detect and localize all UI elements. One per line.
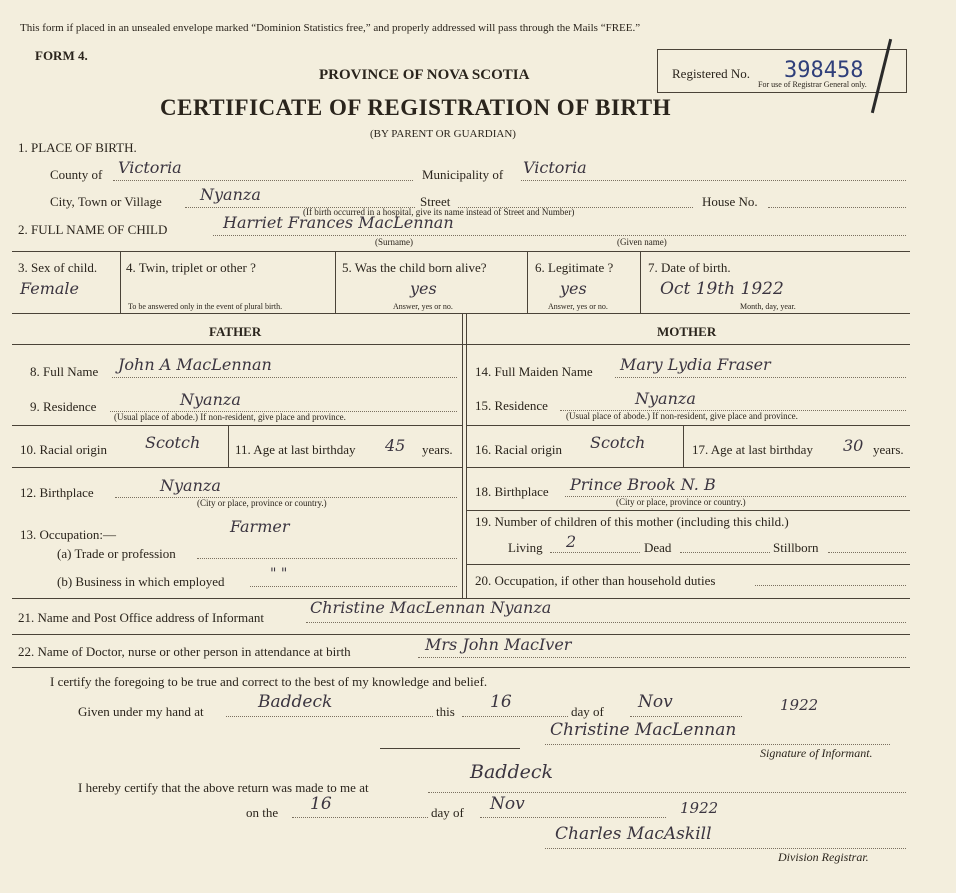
child-name-label: 2. FULL NAME OF CHILD	[18, 222, 168, 237]
twin-label: 4. Twin, triplet or other ?	[126, 260, 256, 275]
alive-note: Answer, yes or no.	[393, 302, 453, 311]
alive-label: 5. Was the child born alive?	[342, 260, 487, 275]
mother-racial-label: 16. Racial origin	[475, 442, 563, 457]
father-age-label: 11. Age at last birthday	[235, 442, 356, 457]
father-residence-label: 9. Residence	[30, 399, 97, 414]
father-name-value: John A MacLennan	[118, 355, 272, 374]
county-value: Victoria	[118, 158, 182, 177]
registrar-label: Division Registrar.	[778, 850, 869, 864]
trade-label: (a) Trade or profession	[57, 546, 176, 561]
mother-occupation-label: 20. Occupation, if other than household duties	[475, 573, 716, 588]
given-name-note: (Given name)	[617, 237, 667, 247]
registered-label: Registered No.	[672, 66, 750, 81]
informant-label: 21. Name and Post Office address of Informant	[18, 610, 264, 625]
municipality-label: Municipality of	[422, 167, 504, 182]
twin-note: To be answered only in the event of plural birth.	[128, 302, 283, 311]
return-place-value: Baddeck	[470, 761, 554, 783]
mother-residence-label: 15. Residence	[475, 398, 548, 413]
province-heading: PROVINCE OF NOVA SCOTIA	[319, 67, 530, 83]
city-value: Nyanza	[200, 185, 261, 204]
father-birthplace-label: 12. Birthplace	[20, 485, 94, 500]
father-occupation-label: 13. Occupation:—	[20, 527, 117, 542]
mail-notice: This form if placed in an unsealed envelope marked “Dominion Statistics free,” and properly addressed will pass through the Mails “FREE.”	[20, 22, 641, 34]
given-label: Given under my hand at	[78, 704, 204, 719]
father-racial-label: 10. Racial origin	[20, 442, 108, 457]
mother-age-value: 30	[843, 436, 864, 455]
hospital-note: (If birth occurred in a hospital, give its name instead of Street and Number)	[303, 207, 575, 217]
signature-label: Signature of Informant.	[760, 746, 873, 760]
father-heading: FATHER	[209, 324, 262, 339]
street-label: Street	[420, 194, 451, 209]
surname-note: (Surname)	[375, 237, 413, 247]
father-years: years.	[422, 442, 453, 457]
mother-birthplace-value: Prince Brook N. B	[570, 475, 716, 494]
father-occupation-value: Farmer	[230, 517, 290, 536]
stillborn-label: Stillborn	[773, 540, 819, 555]
father-residence-value: Nyanza	[180, 390, 241, 409]
legitimate-value: yes	[560, 279, 587, 298]
return-year-value: 1922	[680, 799, 719, 817]
day-of-label: day of	[571, 704, 604, 719]
registrar-signature: Charles MacAskill	[555, 824, 712, 844]
child-name-value: Harriet Frances MacLennan	[223, 213, 454, 232]
municipality-value: Victoria	[523, 158, 587, 177]
day-value: 16	[490, 692, 512, 712]
doctor-label: 22. Name of Doctor, nurse or other person in attendance at birth	[18, 644, 351, 659]
certificate-subtitle: (BY PARENT OR GUARDIAN)	[370, 128, 516, 140]
return-day-value: 16	[310, 794, 332, 814]
mother-heading: MOTHER	[657, 324, 717, 339]
sex-value: Female	[20, 279, 79, 298]
date-label: 7. Date of birth.	[648, 260, 731, 275]
county-label: County of	[50, 167, 103, 182]
mother-birthplace-label: 18. Birthplace	[475, 484, 549, 499]
registrar-note: For use of Registrar General only.	[758, 80, 867, 89]
mother-racial-value: Scotch	[590, 433, 646, 452]
father-racial-value: Scotch	[145, 433, 201, 452]
mother-years: years.	[873, 442, 904, 457]
mother-residence-note: (Usual place of abode.) If non-resident, give place and province.	[566, 411, 798, 421]
year-value: 1922	[780, 696, 819, 714]
legitimate-note: Answer, yes or no.	[548, 302, 608, 311]
form-number: FORM 4.	[35, 48, 88, 63]
informant-signature: Christine MacLennan	[550, 720, 737, 740]
this-label: this	[436, 704, 455, 719]
mother-name-label: 14. Full Maiden Name	[475, 364, 593, 379]
date-note: Month, day, year.	[740, 302, 796, 311]
registered-number-box	[657, 49, 907, 93]
mother-residence-value: Nyanza	[635, 389, 696, 408]
house-label: House No.	[702, 194, 758, 209]
living-label: Living	[508, 540, 543, 555]
month-value: Nov	[638, 692, 673, 712]
alive-value: yes	[410, 279, 437, 298]
mother-birthplace-note: (City or place, province or country.)	[616, 497, 746, 507]
place-heading: 1. PLACE OF BIRTH.	[18, 140, 137, 155]
return-month-value: Nov	[490, 794, 525, 814]
doctor-value: Mrs John MacIver	[425, 635, 572, 654]
sex-label: 3. Sex of child.	[18, 260, 98, 275]
father-birthplace-value: Nyanza	[160, 476, 221, 495]
date-value: Oct 19th 1922	[660, 279, 784, 299]
mother-age-label: 17. Age at last birthday	[692, 442, 813, 457]
father-residence-note: (Usual place of abode.) If non-resident, give place and province.	[114, 412, 346, 422]
return-day-of-label: day of	[431, 805, 464, 820]
father-age-value: 45	[385, 436, 406, 455]
city-label: City, Town or Village	[50, 194, 162, 209]
dead-label: Dead	[644, 540, 672, 555]
registered-number: 398458	[784, 58, 864, 83]
return-label: I hereby certify that the above return was made to me at	[78, 780, 369, 795]
on-the-label: on the	[246, 805, 279, 820]
informant-value: Christine MacLennan Nyanza	[310, 598, 552, 617]
business-label: (b) Business in which employed	[57, 574, 225, 589]
father-name-label: 8. Full Name	[30, 364, 99, 379]
certificate-title: CERTIFICATE OF REGISTRATION OF BIRTH	[160, 95, 671, 120]
given-place-value: Baddeck	[258, 692, 333, 712]
father-birthplace-note: (City or place, province or country.)	[197, 498, 327, 508]
children-label: 19. Number of children of this mother (including this child.)	[475, 514, 789, 529]
mother-name-value: Mary Lydia Fraser	[620, 355, 771, 374]
certify-statement: I certify the foregoing to be true and correct to the best of my knowledge and belief.	[50, 674, 488, 689]
business-value: " "	[270, 566, 288, 582]
legitimate-label: 6. Legitimate ?	[535, 260, 614, 275]
living-value: 2	[566, 532, 577, 551]
